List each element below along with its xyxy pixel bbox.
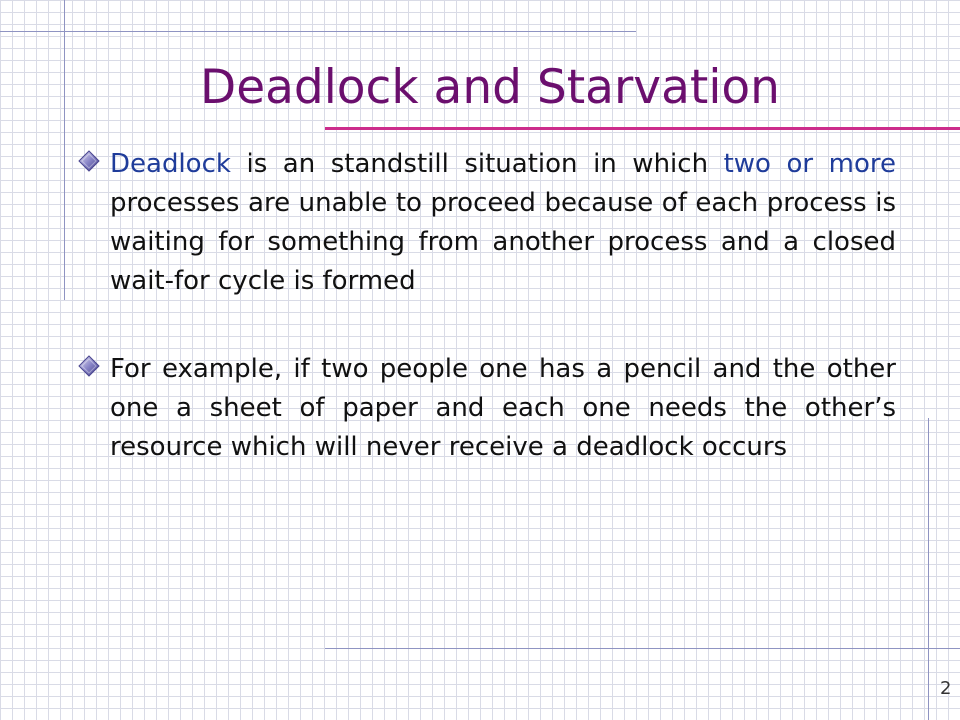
- bullet-item: [78, 145, 896, 301]
- diamond-bullet-icon: [78, 355, 100, 377]
- slide-title: Deadlock and Starvation: [200, 60, 780, 115]
- highlight-two-or-more: two or more: [723, 149, 896, 179]
- text-segment: is an standstill situation in which: [230, 149, 724, 179]
- text-segment: processes are unable to proceed because of each process is waiting for something from another process and a closed wait-for cycle is formed: [110, 188, 896, 296]
- bullet-text: For example, if two people one has a pencil and the other one a sheet of paper and each one needs the other’s resource which will never receive a deadlock occurs: [110, 354, 896, 462]
- page-number: 2: [940, 678, 952, 699]
- diamond-bullet-icon: [78, 150, 100, 172]
- right-vertical-rule: [928, 418, 929, 720]
- title-underline: [325, 127, 960, 130]
- left-vertical-rule: [64, 0, 65, 300]
- term-deadlock: Deadlock: [110, 149, 231, 179]
- bullet-item: [78, 350, 896, 467]
- top-horizontal-rule: [0, 31, 636, 32]
- bottom-horizontal-rule: [325, 648, 960, 649]
- bullet-text: [110, 145, 896, 301]
